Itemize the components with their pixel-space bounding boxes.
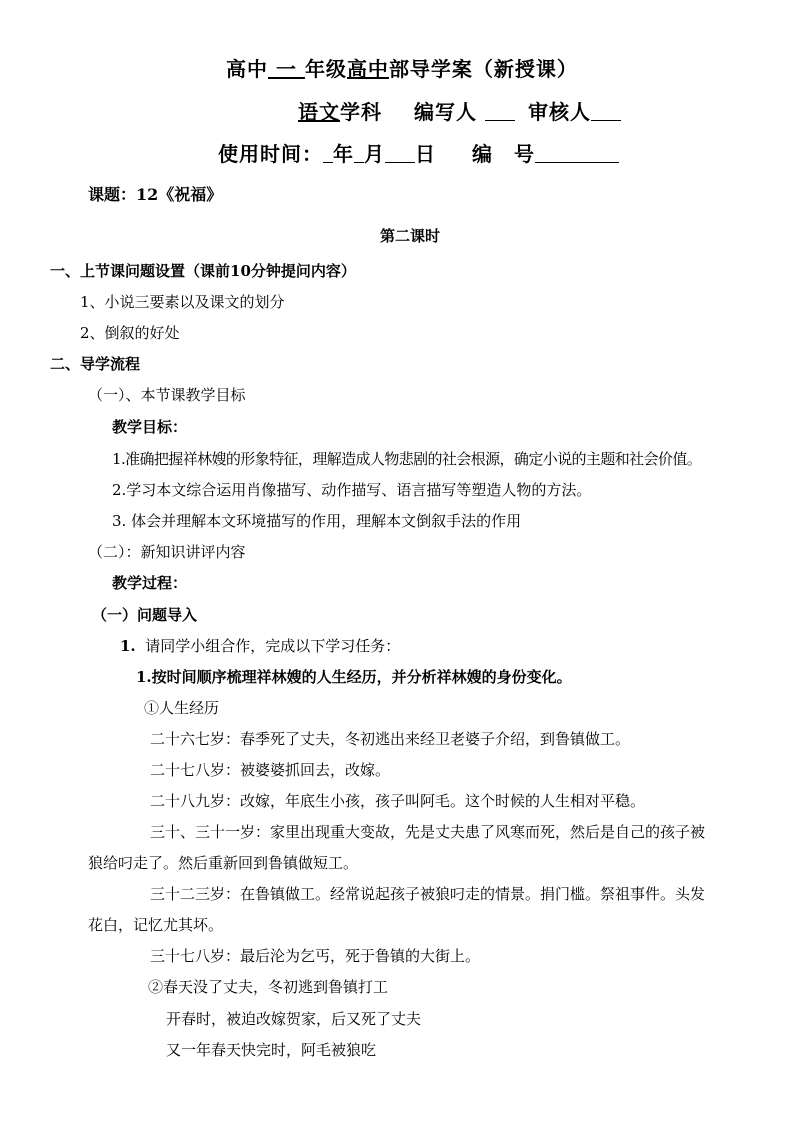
- header-number-blank: [535, 161, 619, 163]
- header-grade: 一: [275, 57, 297, 81]
- life-entry: 二十六七岁：春季死了丈夫，冬初逃出来经卫老婆子介绍，到鲁镇做工。: [150, 730, 631, 748]
- life-label: ①人生经历: [144, 699, 220, 717]
- header-school-level: 高中: [226, 57, 268, 81]
- header-department: 高中: [346, 57, 389, 81]
- header-reviewer-blank: [591, 119, 621, 121]
- part-1-heading: （一）问题导入: [92, 606, 198, 624]
- header-subject-suffix: 学科: [340, 100, 382, 124]
- header-number: [472, 144, 619, 164]
- task-1: 1.按时间顺序梳理祥林嫂的人生经历，并分析祥林嫂的身份变化。: [136, 668, 572, 686]
- header-number-label: 编 号: [472, 142, 535, 166]
- life-entry: 二十七八岁：被婆婆抓回去，改嫁。: [150, 761, 391, 779]
- header-line-2: [298, 102, 382, 122]
- goals-label: 教学目标：: [112, 418, 188, 436]
- task-intro: [120, 639, 400, 654]
- summary-item: 又一年春天快完时，阿毛被狼吃: [166, 1041, 377, 1059]
- lesson-title: 课题：12《祝福》: [88, 185, 223, 204]
- header-subject: 语文: [298, 100, 340, 124]
- header-day-blank: [385, 161, 415, 163]
- section-1-item: 1、小说三要素以及课文的划分: [80, 293, 285, 311]
- life-entry-continued: 狼给叼走了。然后重新回到鲁镇做短工。: [88, 854, 359, 872]
- subsection-goals: （一）、本节课教学目标: [88, 386, 246, 404]
- task-intro-text: 请同学小组合作，完成以下学习任务：: [145, 637, 401, 655]
- life-entry: 二十八九岁：改嫁，年底生小孩，孩子叫阿毛。这个时候的人生相对平稳。: [150, 792, 646, 810]
- header-writer-blank: [485, 119, 515, 121]
- header-month: 月: [364, 142, 385, 166]
- header-reviewer-label: 审核人: [528, 100, 591, 124]
- life-entry: 三十七八岁：最后沦为乞丐，死于鲁镇的大街上。: [150, 947, 481, 965]
- period-label: 第二课时: [380, 227, 441, 245]
- goal-item: 3. 体会并理解本文环境描写的作用，理解本文倒叙手法的作用: [112, 512, 522, 530]
- section-1-heading: 一、上节课问题设置（课前10分钟提问内容）: [50, 262, 356, 280]
- header-day: 日: [415, 142, 436, 166]
- subsection-new-knowledge: （二）：新知识讲评内容: [88, 543, 246, 561]
- header-month-blank: [354, 161, 364, 163]
- header-year: 年: [333, 142, 354, 166]
- goal-item: 2.学习本文综合运用肖像描写、动作描写、语言描写等塑造人物的方法。: [112, 481, 592, 499]
- goal-item: 1.准确把握祥林嫂的形象特征，理解造成人物悲剧的社会根源，确定小说的主题和社会价值。: [112, 450, 702, 468]
- header-writer: [414, 102, 515, 122]
- header-writer-label: 编写人: [414, 100, 477, 124]
- section-1-item: 2、倒叙的好处: [80, 324, 180, 342]
- header-year-blank: [323, 161, 333, 163]
- task-intro-number: 1.: [120, 637, 136, 655]
- section-2-heading: 二、导学流程: [50, 355, 141, 373]
- header-line-1: [226, 59, 578, 79]
- summary-item: 开春时，被迫改嫁贺家，后又死了丈夫: [166, 1010, 422, 1028]
- life-entry: 三十、三十一岁：家里出现重大变故，先是丈夫患了风寒而死，然后是自己的孩子被: [150, 823, 706, 841]
- header-grade-label: 年级: [304, 57, 347, 81]
- header-time-label: 使用时间：: [218, 142, 323, 166]
- header-reviewer: [528, 102, 621, 122]
- summary-label: ②春天没了丈夫，冬初逃到鲁镇打工: [148, 978, 389, 996]
- header-doc-type: 部导学案（新授课）: [388, 57, 578, 81]
- life-entry-continued: 花白，记忆尤其坏。: [88, 916, 224, 934]
- process-label: 教学过程：: [112, 574, 188, 592]
- header-line-3: [218, 144, 436, 164]
- life-entry: 三十二三岁：在鲁镇做工。经常说起孩子被狼叼走的情景。捐门槛。祭祖事件。头发: [150, 885, 706, 903]
